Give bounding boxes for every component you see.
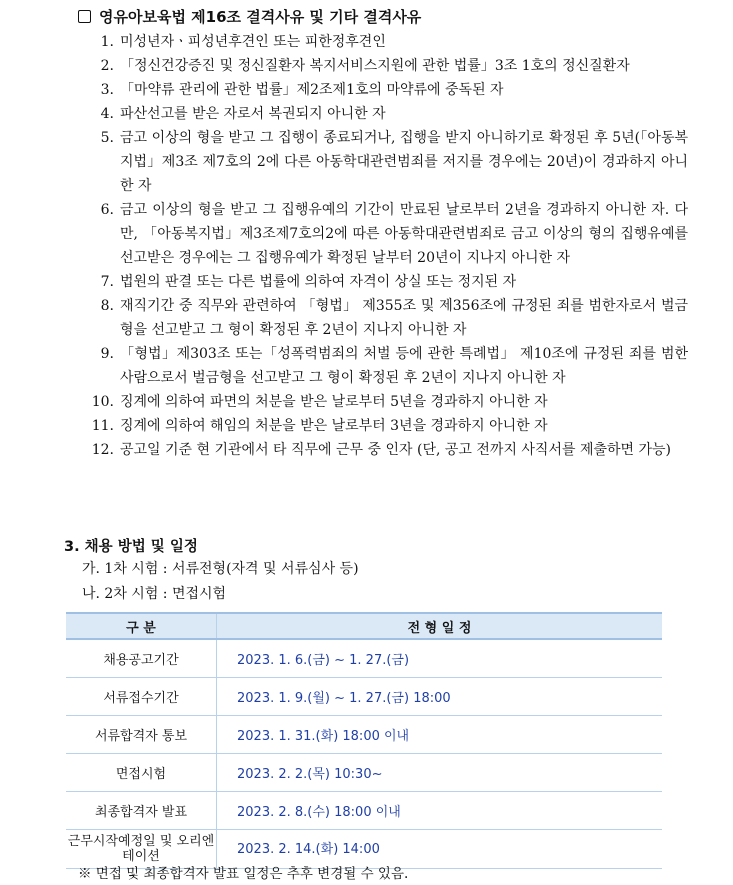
item-number: 12.	[91, 442, 114, 458]
section-title-disqualification	[78, 6, 421, 27]
item-number: 4.	[100, 106, 114, 122]
schedule-note: ※ 면접 및 최종합격자 발표 일정은 추후 변경될 수 있음.	[78, 866, 409, 882]
list-item	[88, 102, 688, 126]
item-number: 5.	[100, 130, 114, 146]
list-item	[88, 198, 688, 270]
table-row	[66, 716, 662, 754]
item-text: 「형법」제303조 또는「성폭력범죄의 처벌 등에 관한 특례법」 제10조에 규정된 죄를 범한 사람으로서 벌금형을 선고받고 그 형이 확정된 후 2년이 지나지 아니한 자	[120, 346, 688, 386]
row-category: 최종합격자 발표	[66, 792, 217, 830]
table-row	[66, 792, 662, 830]
item-text: 금고 이상의 형을 받고 그 집행이 종료되거나, 집행을 받지 아니하기로 확정된 후 5년(「아동복지법」제3조 제7호의 2에 다른 아동학대관련범죄를 저지를 경우에는 20년)이 경과하지 아니한 자	[120, 130, 688, 194]
table-row	[66, 639, 662, 678]
item-number: 2.	[100, 58, 114, 74]
checkbox-icon	[78, 10, 91, 23]
section-title-text: 영유아보육법 제16조 결격사유 및 기타 결격사유	[99, 8, 422, 26]
header-category: 구 분	[66, 613, 217, 639]
row-category: 근무시작예정일 및 오리엔테이션	[66, 830, 217, 869]
list-item	[88, 126, 688, 198]
row-date: 2023. 1. 6.(금) ~ 1. 27.(금)	[217, 639, 663, 678]
row-date: 2023. 1. 9.(월) ~ 1. 27.(금) 18:00	[217, 678, 663, 716]
item-text: 법원의 판결 또는 다른 법률에 의하여 자격이 상실 또는 정지된 자	[120, 274, 517, 290]
list-item	[88, 78, 688, 102]
item-text: 「정신건강증진 및 정신질환자 복지서비스지원에 관한 법률」3조 1호의 정신질환자	[120, 58, 630, 74]
row-date: 2023. 2. 2.(목) 10:30~	[217, 754, 663, 792]
header-schedule: 전 형 일 정	[217, 613, 663, 639]
item-number: 8.	[100, 298, 114, 314]
list-item	[88, 54, 688, 78]
item-number: 1.	[100, 34, 114, 50]
second-exam-text: 나. 2차 시험 : 면접시험	[82, 586, 227, 602]
item-text: 징계에 의하여 파면의 처분을 받은 날로부터 5년을 경과하지 아니한 자	[120, 394, 548, 410]
list-item	[88, 438, 688, 462]
row-category: 채용공고기간	[66, 639, 217, 678]
disqualification-list	[88, 30, 688, 462]
list-item	[88, 270, 688, 294]
item-text: 재직기간 중 직무와 관련하여 「형법」 제355조 및 제356조에 규정된 죄를 범한자로서 벌금형을 선고받고 그 형이 확정된 후 2년이 지나지 아니한 자	[120, 298, 688, 338]
item-number: 9.	[100, 346, 114, 362]
row-category: 서류접수기간	[66, 678, 217, 716]
item-text: 「마약류 관리에 관한 법률」제2조제1호의 마약류에 중독된 자	[120, 82, 504, 98]
table-row	[66, 678, 662, 716]
list-item	[88, 342, 688, 390]
table-header-row	[66, 613, 662, 639]
item-number: 11.	[91, 418, 114, 434]
first-exam-text: 가. 1차 시험 : 서류전형(자격 및 서류심사 등)	[82, 561, 359, 577]
list-item	[88, 390, 688, 414]
row-category: 서류합격자 통보	[66, 716, 217, 754]
item-number: 10.	[91, 394, 114, 410]
item-text: 미성년자ㆍ피성년후견인 또는 피한정후견인	[120, 34, 386, 50]
item-text: 공고일 기준 현 기관에서 타 직무에 근무 중 인자 (단, 공고 전까지 사직서를 제출하면 가능)	[120, 442, 672, 458]
row-category: 면접시험	[66, 754, 217, 792]
list-item	[88, 294, 688, 342]
item-number: 3.	[100, 82, 114, 98]
item-number: 7.	[100, 274, 114, 290]
row-date: 2023. 2. 8.(수) 18:00 이내	[217, 792, 663, 830]
item-number: 6.	[100, 202, 114, 218]
list-item	[88, 414, 688, 438]
schedule-table	[66, 612, 662, 869]
row-date: 2023. 2. 14.(화) 14:00	[217, 830, 663, 869]
table-row	[66, 754, 662, 792]
item-text: 파산선고를 받은 자로서 복권되지 아니한 자	[120, 106, 386, 122]
section-title-recruitment: 3. 채용 방법 및 일정	[64, 539, 198, 555]
item-text: 금고 이상의 형을 받고 그 집행유예의 기간이 만료된 날로부터 2년을 경과하지 아니한 자. 다만, 「아동복지법」제3조제7호의2에 따른 아동학대관련범죄로 금고 이상의 형의 집행유예를 선고받은 경우에는 그 집행유예가 확정된 날부터 20년이 지나지 아니한 자	[120, 202, 688, 266]
item-text: 징계에 의하여 해임의 처분을 받은 날로부터 3년을 경과하지 아니한 자	[120, 418, 548, 434]
list-item	[88, 30, 688, 54]
row-date: 2023. 1. 31.(화) 18:00 이내	[217, 716, 663, 754]
